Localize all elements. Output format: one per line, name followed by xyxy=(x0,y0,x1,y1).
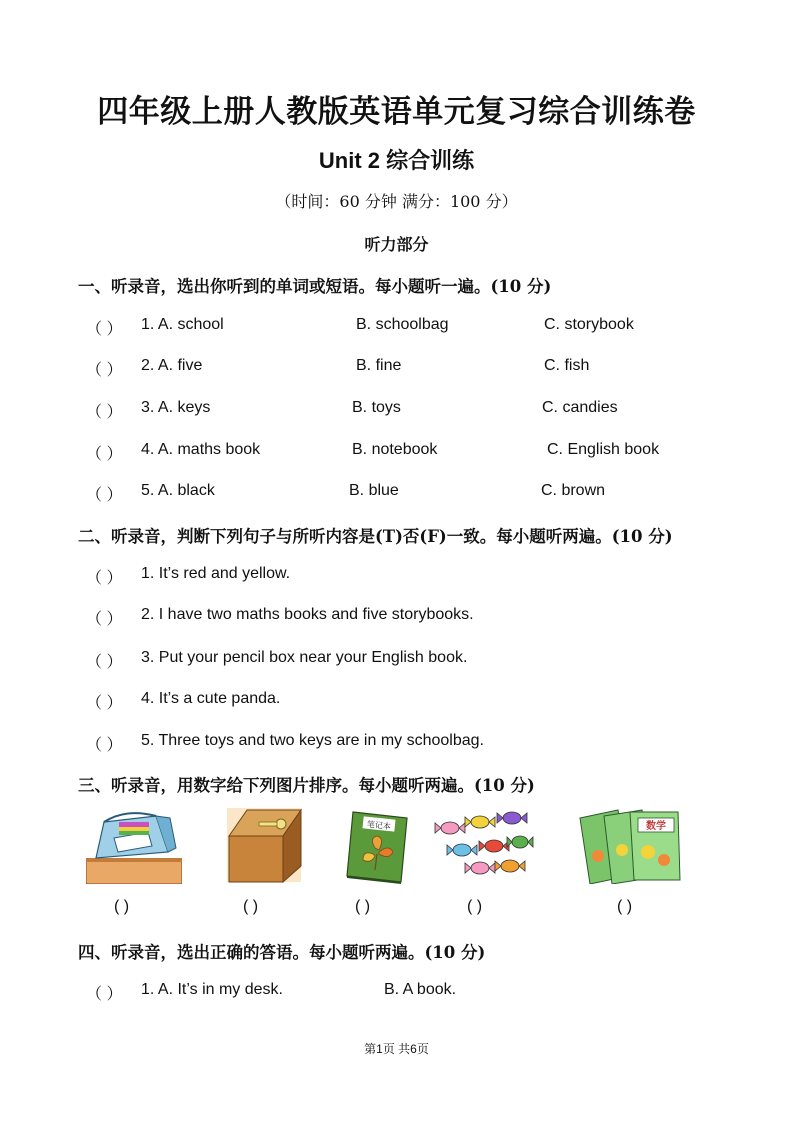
page-title: 四年级上册人教版英语单元复习综合训练卷 xyxy=(97,94,696,130)
section2-heading: 二、听录音，判断下列句子与所听内容是(T)否(F)一致。每小题听两遍。(10 分) xyxy=(78,527,673,546)
part-title: 听力部分 xyxy=(364,235,429,254)
section4-heading: 四、听录音，选出正确的答语。每小题听两遍。(10 分) xyxy=(78,943,486,962)
answer-blank[interactable]: （ ） xyxy=(86,737,123,754)
s1-q2-c: C. fish xyxy=(544,357,590,374)
answer-blank[interactable]: （ ） xyxy=(86,611,123,628)
s1-q1-c: C. storybook xyxy=(544,316,634,333)
answer-blank[interactable]: （ ） xyxy=(86,654,123,671)
answer-blank[interactable]: （ ） xyxy=(86,570,123,587)
notebook-cover-label: 笔记本 xyxy=(366,819,392,832)
answer-blank[interactable]: （ ） xyxy=(86,986,123,1003)
s1-q1-a: 1. A. school xyxy=(141,316,224,333)
picture-answer-blank[interactable]: ( ) xyxy=(467,898,483,915)
picture-answer-blank[interactable]: ( ) xyxy=(617,898,633,915)
answer-blank[interactable]: （ ） xyxy=(86,446,123,463)
s1-q4-b: B. notebook xyxy=(352,441,438,458)
s1-q1-b: B. schoolbag xyxy=(356,316,449,333)
s1-q4-a: 4. A. maths book xyxy=(141,441,261,458)
s4-q1-b: B. A book. xyxy=(384,981,457,998)
picture-answer-blank[interactable]: ( ) xyxy=(355,898,371,915)
s1-q5-a: 5. A. black xyxy=(141,482,215,499)
page-footer: 第1页 共6页 xyxy=(364,1042,429,1056)
picture-answer-blank[interactable]: ( ) xyxy=(243,898,259,915)
s1-q3-c: C. candies xyxy=(542,399,618,416)
s1-q4-c: C. English book xyxy=(547,441,660,458)
answer-blank[interactable]: （ ） xyxy=(86,362,123,379)
s2-sentence-1: 1. It’s red and yellow. xyxy=(141,565,291,582)
section3-heading: 三、听录音，用数字给下列图片排序。每小题听两遍。(10 分) xyxy=(78,776,535,795)
s1-q3-a: 3. A. keys xyxy=(141,399,211,416)
picture-answer-blank[interactable]: ( ) xyxy=(114,898,130,915)
candies-icon xyxy=(434,808,534,882)
exam-info: （时间：60 分钟 满分：100 分） xyxy=(275,192,518,211)
section1-heading: 一、听录音，选出你听到的单词或短语。每小题听一遍。(10 分) xyxy=(78,277,552,296)
s1-q5-c: C. brown xyxy=(541,482,606,499)
answer-blank[interactable]: （ ） xyxy=(86,321,123,338)
unit-subtitle: Unit 2 综合训练 xyxy=(318,148,475,173)
s4-q1-a: 1. A. It’s in my desk. xyxy=(141,981,283,998)
maths-books-icon xyxy=(578,806,684,884)
notebook-icon xyxy=(345,808,409,884)
answer-blank[interactable]: （ ） xyxy=(86,404,123,421)
s2-sentence-3: 3. Put your pencil box near your English book. xyxy=(141,649,468,666)
s1-q5-b: B. blue xyxy=(349,482,399,499)
books-cover-label: 数学 xyxy=(646,821,666,832)
s2-sentence-2: 2. I have two maths books and five storybooks. xyxy=(141,606,474,623)
s1-q3-b: B. toys xyxy=(352,399,401,416)
desk-key-icon xyxy=(225,806,303,884)
answer-blank[interactable]: （ ） xyxy=(86,487,123,504)
s2-sentence-4: 4. It’s a cute panda. xyxy=(141,690,281,707)
answer-blank[interactable]: （ ） xyxy=(86,695,123,712)
s1-q2-a: 2. A. five xyxy=(141,357,203,374)
s2-sentence-5: 5. Three toys and two keys are in my schoolbag. xyxy=(141,732,484,749)
schoolbag-icon xyxy=(86,808,182,884)
s1-q2-b: B. fine xyxy=(356,357,402,374)
